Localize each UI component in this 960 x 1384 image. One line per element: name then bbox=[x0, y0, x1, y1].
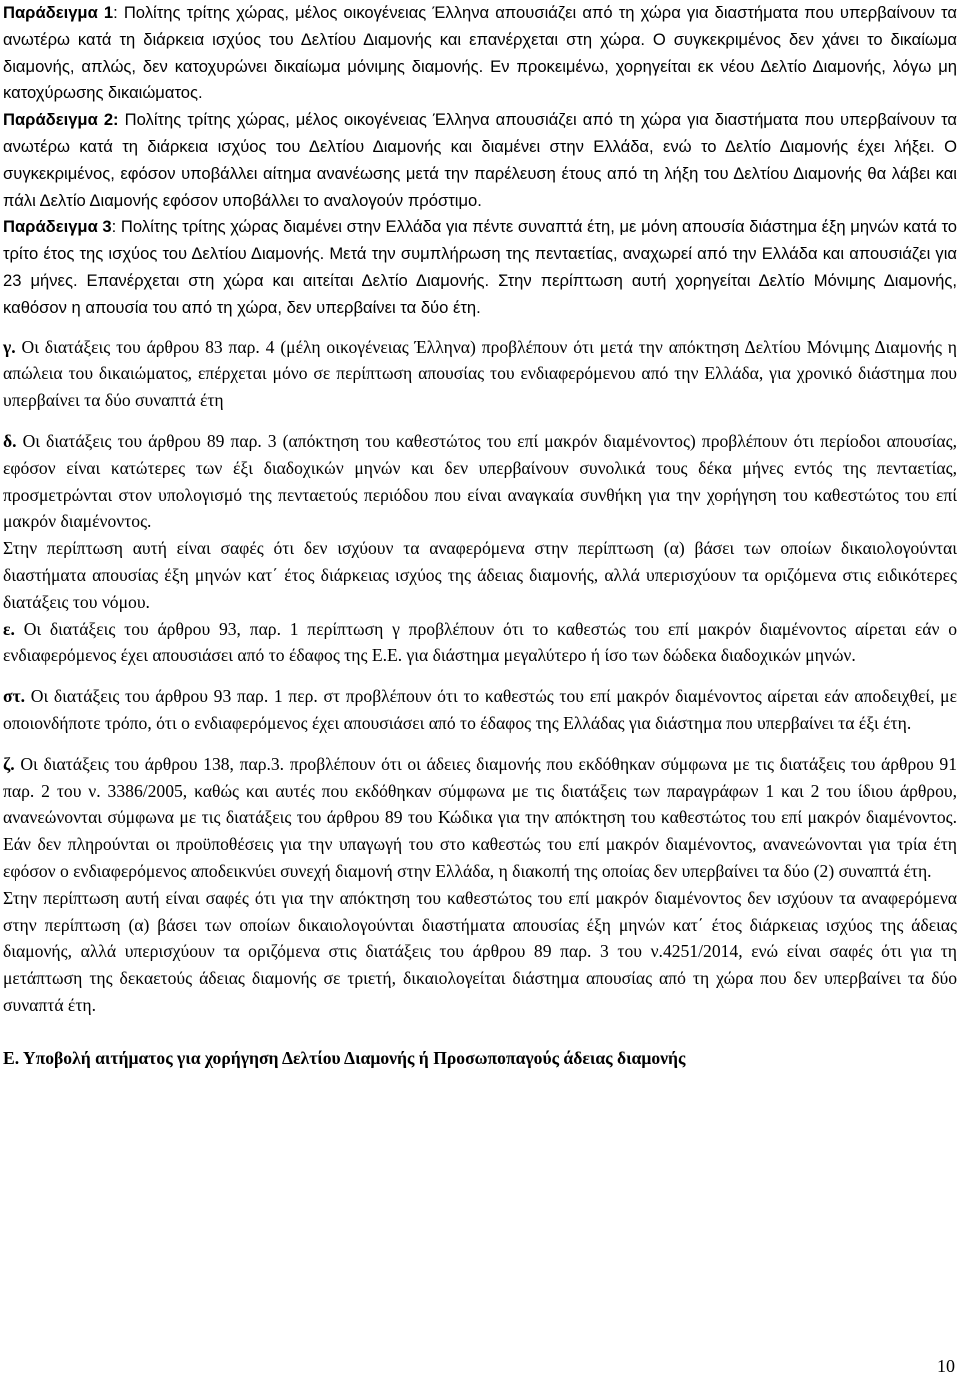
section-z-label: ζ. bbox=[3, 753, 15, 774]
example-2-label: Παράδειγμα 2: bbox=[3, 110, 119, 130]
example-1-label: Παράδειγμα bbox=[3, 3, 98, 22]
section-g-paragraph bbox=[3, 334, 957, 414]
example-1-number: 1 bbox=[103, 3, 114, 22]
section-z-text: Οι διατάξεις του άρθρου 138, παρ.3. προβλέπουν ότι οι άδειες διαμονής που εκδόθηκαν σύμφωνα με τις διατάξεις του άρθρου 91 παρ. 2 του ν. 3386/2005, καθώς και αυτές που εκδόθηκαν σύμφωνα με τις διατάξεις των παραγράφων 1 και 2 του ίδιου άρθρου, ανανεώνονται σύμφωνα με τις διατάξεις του άρθρου 89 του Κώδικα για την απόκτηση του καθεστώτος του επί μακρόν διαμένοντος. Εάν δεν πληρούνται οι προϋποθέσεις για την υπαγωγή του στο καθεστώς του επί μακρόν διαμένοντος, ανανεώνονται για τρία έτη εφόσον ο ενδιαφερόμενος αποδεικνύει συνεχή διαμονή στην Ελλάδα, η διακοπή της οποίας δεν υπερβαίνει τα δύο (2) συναπτά έτη. bbox=[3, 753, 957, 881]
section-e-text: Οι διατάξεις του άρθρου 93, παρ. 1 περίπτωση γ προβλέπουν ότι το καθεστώς του επί μακρόν διαμένοντος αίρεται εάν ο ενδιαφερόμενος έχει απουσιάσει από το έδαφος της Ε.Ε. για διάστημα μεγαλύτερο ή ίσο των δώδεκα διαδοχικών μηνών. bbox=[3, 618, 957, 666]
example-3-paragraph: Παράδειγμα 3: Πολίτης τρίτης χώρας διαμένει στην Ελλάδα για πέντε συναπτά έτη, με μόνη απουσία διάστημα έξη μηνών κατά το τρίτο έτος της ισχύος του Δελτίου Διαμονής. Μετά την συμπλήρωση της πενταετίας, αναχωρεί από την Ελλάδα και απουσιάζει για 23 μήνες. Επανέρχεται στη χώρα και αιτείται Δελτίο Διαμονής. Στην περίπτωση αυτή χορηγείται Δελτίο Μόνιμης Διαμονής, καθόσον η απουσία του από τη χώρα, δεν υπερβαίνει τα δύο έτη. bbox=[3, 217, 957, 317]
example-3-text: Πολίτης τρίτης χώρας διαμένει στην Ελλάδα για πέντε συναπτά έτη, με μόνη απουσία διάστημα έξη μηνών κατά το τρίτο έτος της ισχύος του Δελτίου Διαμονής. Μετά την συμπλήρωση της πενταετίας, αναχωρεί από την Ελλάδα και απουσιάζει για 23 μήνες. Επανέρχεται στη χώρα και αιτείται Δελτίο Διαμονής. Στην περίπτωση αυτή χορηγείται Δελτίο Μόνιμης Διαμονής, καθόσον η απουσία του από τη χώρα, δεν υπερβαίνει τα δύο έτη. bbox=[3, 217, 957, 317]
section-st-paragraph bbox=[3, 683, 957, 737]
example-2-text: Πολίτης τρίτης χώρας, μέλος οικογένειας Έλληνα απουσιάζει από τη χώρα για διαστήματα που υπερβαίνουν τα ανωτέρω κατά τη διάρκεια ισχύος του Δελτίου Διαμονής και διαμένει στην Ελλάδα, ενώ το Δελτίο Διαμονής έχει λήξει. Ο συγκεκριμένος, εφόσον υποβάλλει αίτημα ανανέωσης μετά την παρέλευση έτους από τη λήξη του Δελτίου Διαμονής θα λάβει και πάλι Δελτίο Διαμονής εφόσον υποβάλλει το αναλογούν πρόστιμο. bbox=[3, 110, 957, 210]
example-1-paragraph: Παράδειγμα 1: Πολίτης τρίτης χώρας, μέλος οικογένειας Έλληνα απουσιάζει από τη χώρα για διαστήματα που υπερβαίνουν τα ανωτέρω κατά τη διάρκεια ισχύος του Δελτίου Διαμονής και επανέρχεται στη χώρα. Ο συγκεκριμένος δεν χάνει το δικαίωμα διαμονής, απλώς, δεν κατοχυρώνει δικαίωμα μόνιμης διαμονής. Εν προκειμένω, χορηγείται εκ νέου Δελτίο Διαμονής, λόγω μη κατοχύρωσης δικαιώματος. bbox=[3, 3, 957, 103]
document-page bbox=[3, 0, 957, 1071]
section-d-paragraph bbox=[3, 428, 957, 535]
page-number: 10 bbox=[937, 1356, 955, 1376]
section-z-paragraph bbox=[3, 751, 957, 885]
section-e-paragraph bbox=[3, 616, 957, 670]
section-d-text: Οι διατάξεις του άρθρου 89 παρ. 3 (απόκτηση του καθεστώτος του επί μακρόν διαμένοντος) προβλέπουν ότι περίοδοι απουσίας, εφόσον είναι κατώτερες των έξι διαδοχικών μηνών και δεν υπερβαίνουν συνολικά τους δέκα μήνες εντός της πενταετίας, προσμετρώνται στον υπολογισμό της πενταετούς περιόδου που είναι αναγκαία συνθήκη για την χορήγηση του καθεστώτος του επί μακρόν διαμένοντος. bbox=[3, 430, 957, 532]
example-1-text: Πολίτης τρίτης χώρας, μέλος οικογένειας Έλληνα απουσιάζει από τη χώρα για διαστήματα που υπερβαίνουν τα ανωτέρω κατά τη διάρκεια ισχύος του Δελτίου Διαμονής και επανέρχεται στη χώρα. Ο συγκεκριμένος δεν χάνει το δικαίωμα διαμονής, απλώς, δεν κατοχυρώνει δικαίωμα μόνιμης διαμονής. Εν προκειμένω, χορηγείται εκ νέου Δελτίο Διαμονής, λόγω μη κατοχύρωσης δικαιώματος. bbox=[3, 3, 957, 103]
section-st-label: στ. bbox=[3, 686, 26, 707]
section-g-label: γ. bbox=[3, 336, 16, 357]
section-heading: Ε. Υποβολή αιτήματος για χορήγηση Δελτίου Διαμονής ή Προσωποπαγούς άδειας διαμονής bbox=[3, 1047, 686, 1068]
section-d-note: Στην περίπτωση αυτή είναι σαφές ότι δεν ισχύουν τα αναφερόμενα στην περίπτωση (α) βάσει των οποίων δικαιολογούνται διαστήματα απουσίας έξη μηνών κατ΄ έτος διάρκειας ισχύος της άδειας διαμονής, αλλά υπερισχύουν τα οριζόμενα στις ειδικότερες διατάξεις του νόμου. bbox=[3, 538, 957, 612]
section-e-label: ε. bbox=[3, 618, 15, 639]
section-g-text: Οι διατάξεις του άρθρου 83 παρ. 4 (μέλη οικογένειας Έλληνα) προβλέπουν ότι μετά την απόκτηση Δελτίου Μόνιμης Διαμονής η απώλεια του δικαιώματος, επέρχεται μόνο σε περίπτωση απουσίας του ενδιαφερόμενου από την Ελλάδα, για χρονικό διάστημα που υπερβαίνει τα δύο συναπτά έτη bbox=[3, 336, 957, 411]
example-2-paragraph bbox=[3, 107, 957, 214]
example-3-label: Παράδειγμα 3 bbox=[3, 217, 112, 237]
section-d-label: δ. bbox=[3, 430, 17, 451]
section-st-text: Οι διατάξεις του άρθρου 93 παρ. 1 περ. στ προβλέπουν ότι το καθεστώς του επί μακρόν διαμένοντος αίρεται εάν αποδειχθεί, με οποιονδήποτε τρόπο, ότι ο ενδιαφερόμενος έχει απουσιάσει από το έδαφος της Ελλάδας για διάστημα που υπερβαίνει τα έξι έτη. bbox=[3, 686, 958, 733]
section-z-note: Στην περίπτωση αυτή είναι σαφές ότι για την απόκτηση του καθεστώτος του επί μακρόν διαμένοντος δεν ισχύουν τα αναφερόμενα στην περίπτωση (α) βάσει των οποίων δικαιολογούνται διαστήματα απουσίας έξη μηνών κατ΄ έτος διάρκειας ισχύος της άδειας διαμονής, αλλά υπερισχύουν τα οριζόμενα στις διατάξεις του άρθρου 89 παρ. 3 του ν.4251/2014, ενώ είναι σαφές ότι για τη μετάπτωση της δεκαετούς άδειας διαμονής σε τριετή, δικαιολογείται διάστημα απουσίας από τη χώρα που δεν υπερβαίνει τα δύο συναπτά έτη. bbox=[3, 887, 957, 1015]
